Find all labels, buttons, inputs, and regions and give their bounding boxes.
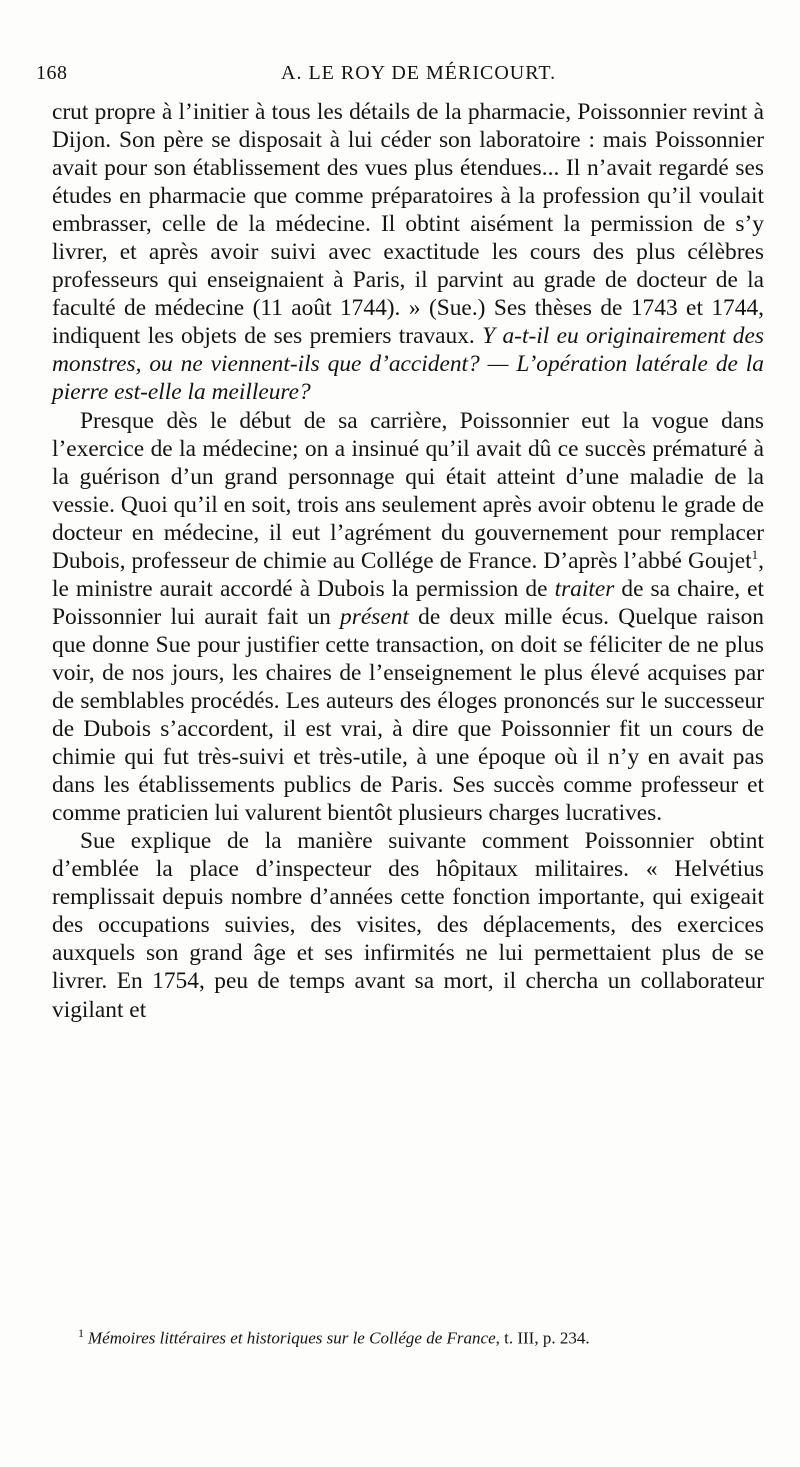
page-header — [36, 62, 758, 90]
text-run: de sa chaire, et Poissonnier lui aurait fait un — [52, 575, 765, 630]
footnote-title: Mémoires littéraires et historiques sur le Collége de France — [88, 1328, 496, 1348]
text-run: , le ministre aurait accordé à Dubois la permission de — [52, 547, 764, 602]
body-text — [52, 98, 764, 1024]
text-run: de deux mille écus. Quelque raison que donne Sue pour justifier cette transaction, on doit se féliciter de ne plus voir, de nos jours, les chaires de l’enseignement le plus élevé acquises par de semblables procédés. Les auteurs des éloges prononcés sur le successeur de Dubois s’accordent, il est vrai, à dire que Poissonnier fit un cours de chimie qui fut très-suivi et très-utile, à une époque où il n’y en avait pas dans les établissements publics de Paris. Ses succès comme professeur et comme praticien lui valurent bientôt plusieurs charges lucratives. — [52, 603, 764, 827]
text-run: Presque dès le début de sa carrière, Poissonnier eut la vogue dans l’exercice de la médecine; on a insinué qu’il avait dû ce succès prématuré à la guérison d’un grand personnage qui était atteint d’une maladie de la vessie. Quoi qu’il en soit, trois ans seulement après avoir obtenu le grade de docteur en médecine, il eut l’agrément du gouvernement pour remplacer Dubois, professeur de chimie au Collége de France. D’après l’abbé Goujet — [52, 407, 764, 574]
text-run: crut propre à l’initier à tous les détails de la pharmacie, Poissonnier revint à Dijon. Son père se disposait à lui céder son laboratoire : mais Poissonnier avait pour son établissement des vues plus étendues... Il n’avait regardé ses études en pharmacie que comme préparatoires à la profession qu’il voulait embrasser, celle de la médecine. Il obtint aisément la permission de s’y livrer, et après avoir suivi avec exactitude les cours des plus célèbres professeurs qui enseignaient à Paris, il parvint au grade de docteur de la faculté de médecine (11 août 1744). » (Sue.) Ses thèses de 1743 et 1744, indiquent les objets de ses premiers travaux. — [52, 99, 764, 350]
running-head: A. LE ROY DE MÉRICOURT. — [281, 62, 557, 84]
paragraph — [52, 98, 764, 407]
italic-text: Y a-t-il eu originairement des monstres, ou ne viennent-ils que d’accident? — L’opération latérale de la pierre est-elle la meilleure? — [52, 323, 764, 406]
page-number: 168 — [36, 62, 68, 84]
text-run: Sue explique de la manière suivante comment Poissonnier obtint d’emblée la place d’inspecteur des hôpitaux militaires. « Helvétius remplissait depuis nombre d’années cette fonction importante, qui exigeait des occupations suivies, des visites, des déplacements, des exercices auxquels son grand âge et ses infirmités ne lui permettaient plus de se livrer. En 1754, peu de temps avant sa mort, il chercha un collaborateur vigilant et — [52, 828, 764, 1023]
paragraph — [52, 827, 764, 1023]
paragraph — [52, 407, 764, 828]
footnote-reference: , t. III, p. 234. — [495, 1328, 590, 1348]
footnote-mark: 1 — [78, 1326, 84, 1340]
italic-text: traiter — [554, 575, 615, 602]
footnote-ref: 1 — [751, 546, 759, 562]
italic-text: présent — [340, 603, 409, 630]
footnote — [78, 1322, 768, 1350]
